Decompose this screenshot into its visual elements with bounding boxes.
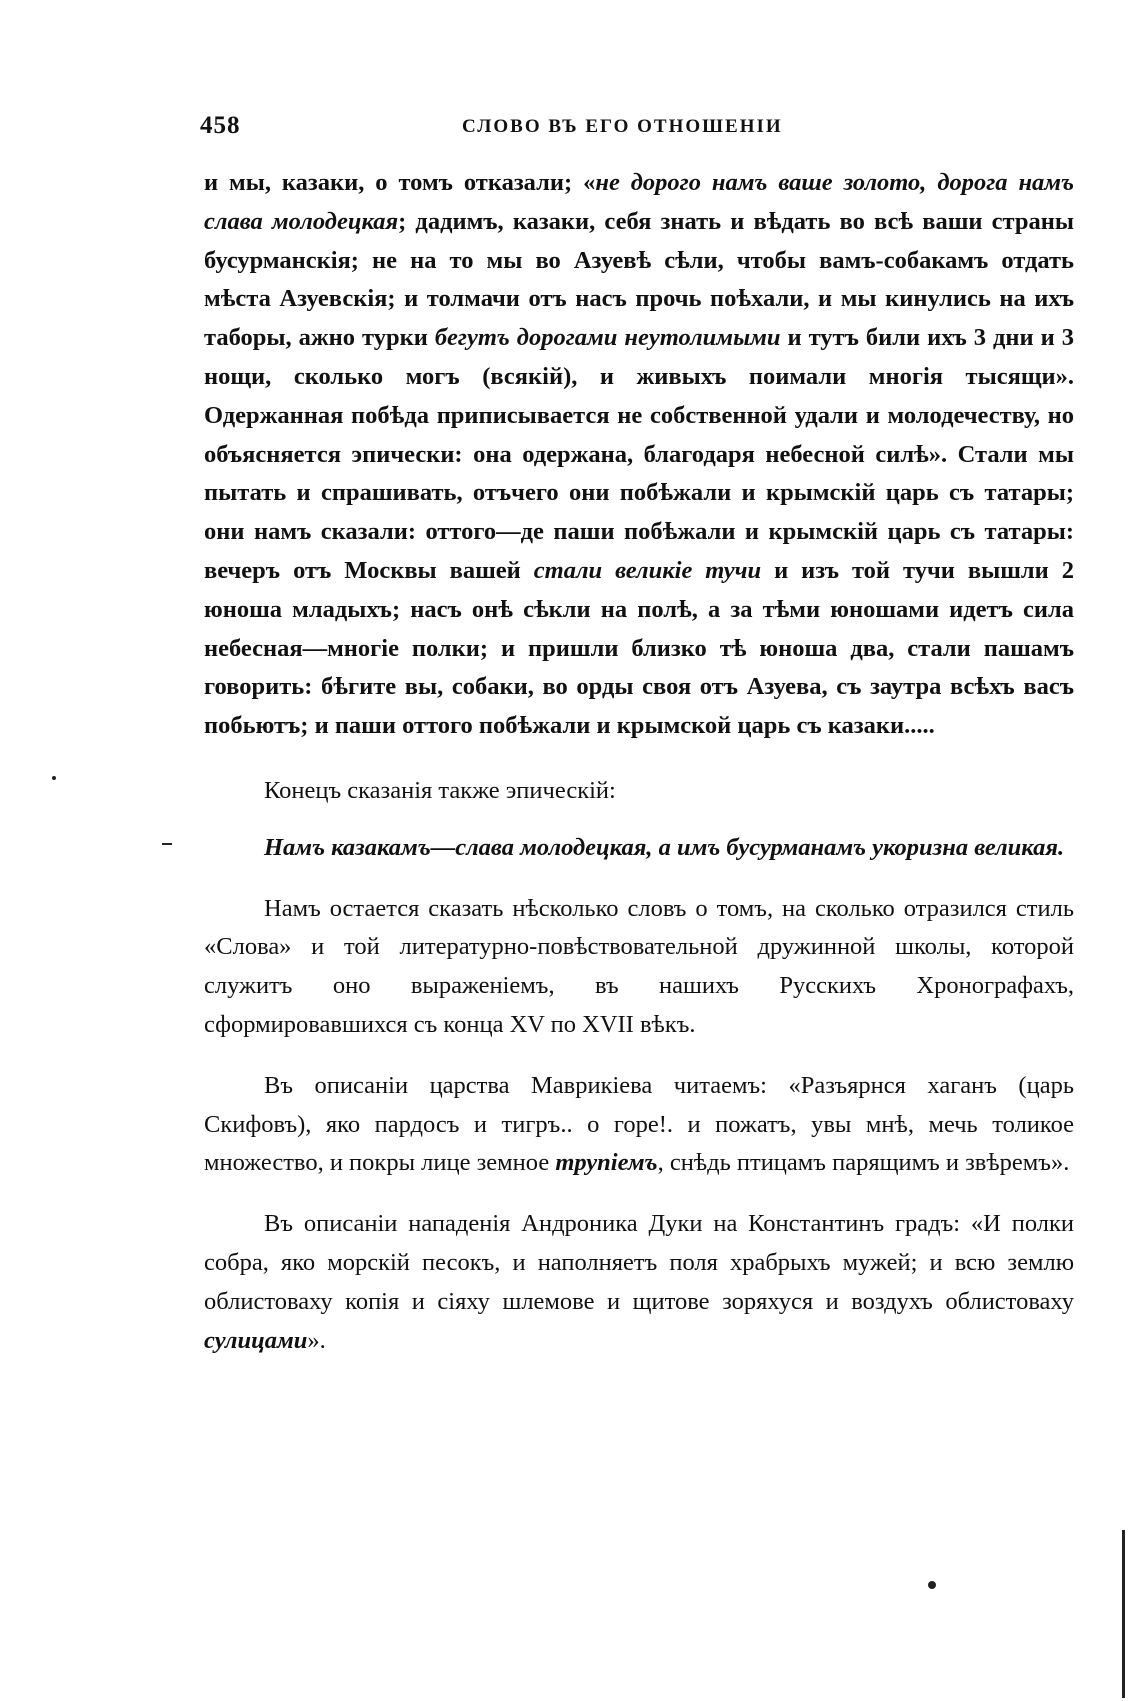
italic-phrase: сулицами xyxy=(204,1326,308,1354)
text-run: , снѣдь птицамъ парящимъ и звѣремъ». xyxy=(657,1149,1070,1177)
running-title: СЛОВО ВЪ ЕГО ОТНОШЕНІИ xyxy=(462,116,783,137)
italic-phrase: не дорого намъ ваше золото, дорога намъ слава молодецкая xyxy=(204,169,1074,235)
italic-phrase: бегутъ дорогами неутолимыми xyxy=(434,324,781,352)
paragraph-chronographs: Намъ остается сказать нѣсколько словъ о томъ, на сколько отразился стиль «Слова» и той литературно-повѣствовательной дружинной школы, которой служитъ оно выраженіемъ, въ нашихъ Русскихъ Хронографахъ, сформировавшихся съ конца XV по XVII вѣкъ. xyxy=(204,894,1074,1038)
text-run: Въ описаніи нападенія Андроника Дуки на Константинъ градъ: «И полки собра, яко морскій песокъ, и наполняетъ поля храбрыхъ мужей; и всю землю облистоваху копія и сіяху шлемове и щитове зоряхуся и воздухъ облистоваху xyxy=(204,1210,1074,1315)
text-run: ; дадимъ, казаки, себя знать и вѣдать во всѣ ваши страны бусурманскія; не на то мы во Азуевѣ сѣли, чтобы вамъ-собакамъ отдать мѣста Азуевскія; и толмачи отъ насъ прочь поѣхали, и мы кинулись на ихъ таборы, ажно турки xyxy=(204,207,1074,352)
paragraph-quote-azov xyxy=(204,164,1074,746)
paragraph-mauricius xyxy=(204,1067,1074,1183)
body-text xyxy=(204,164,1074,1360)
text-run: и мы, казаки, о томъ отказали; « xyxy=(204,169,596,196)
text-run: ». xyxy=(307,1326,326,1354)
text-run: Въ описаніи царства Маврикіева читаемъ: «Разъярнся хаганъ (царь Скифовъ), яко пардосъ и тигръ.. о горе!. и пожатъ, увы мнѣ, мечь толикое множество, и покры лице земное xyxy=(204,1071,1074,1177)
running-head xyxy=(200,112,1068,148)
paragraph-ending: Конецъ сказанія также эпическій: xyxy=(264,776,616,804)
page-number: 458 xyxy=(200,112,241,139)
epic-verse: Намъ казакамъ—слава молодецкая, а имъ бусурманамъ укоризна великая. xyxy=(264,833,1065,861)
scan-speck xyxy=(52,776,56,780)
scan-speck xyxy=(928,1581,936,1589)
text-run: и изъ той тучи вышли 2 юноша младыхъ; насъ онѣ сѣкли на полѣ, а за тѣми юношами идетъ сила небесная—многіе полки; и пришли близко тѣ юноша два, стали пашамъ говорить: бѣгите вы, собаки, во орды своя отъ Азуева, съ заутра всѣхъ васъ побьютъ; и паши оттого побѣжали и крымской царь съ казаки..... xyxy=(204,556,1075,740)
paragraph-andronicus xyxy=(204,1205,1074,1360)
text-run: и тутъ били ихъ 3 дни и 3 нощи, сколько могъ (всякій), и живыхъ поимали многія тысящи». Одержанная побѣда приписывается не собственной удали и молодечеству, но объясняется эпически: она одержана, благодаря небесной силѣ». Стали мы пытать и спрашивать, отъчего они побѣжали и крымскій царь съ татары; они намъ сказали: оттого—де паши побѣжали и крымскій царь съ татары: вечеръ отъ Москвы вашей xyxy=(204,324,1074,584)
italic-phrase: стали великіе тучи xyxy=(533,556,762,584)
scan-edge-line xyxy=(1122,1530,1125,1698)
scan-speck xyxy=(162,843,172,845)
italic-phrase: трупіемъ xyxy=(555,1149,658,1177)
